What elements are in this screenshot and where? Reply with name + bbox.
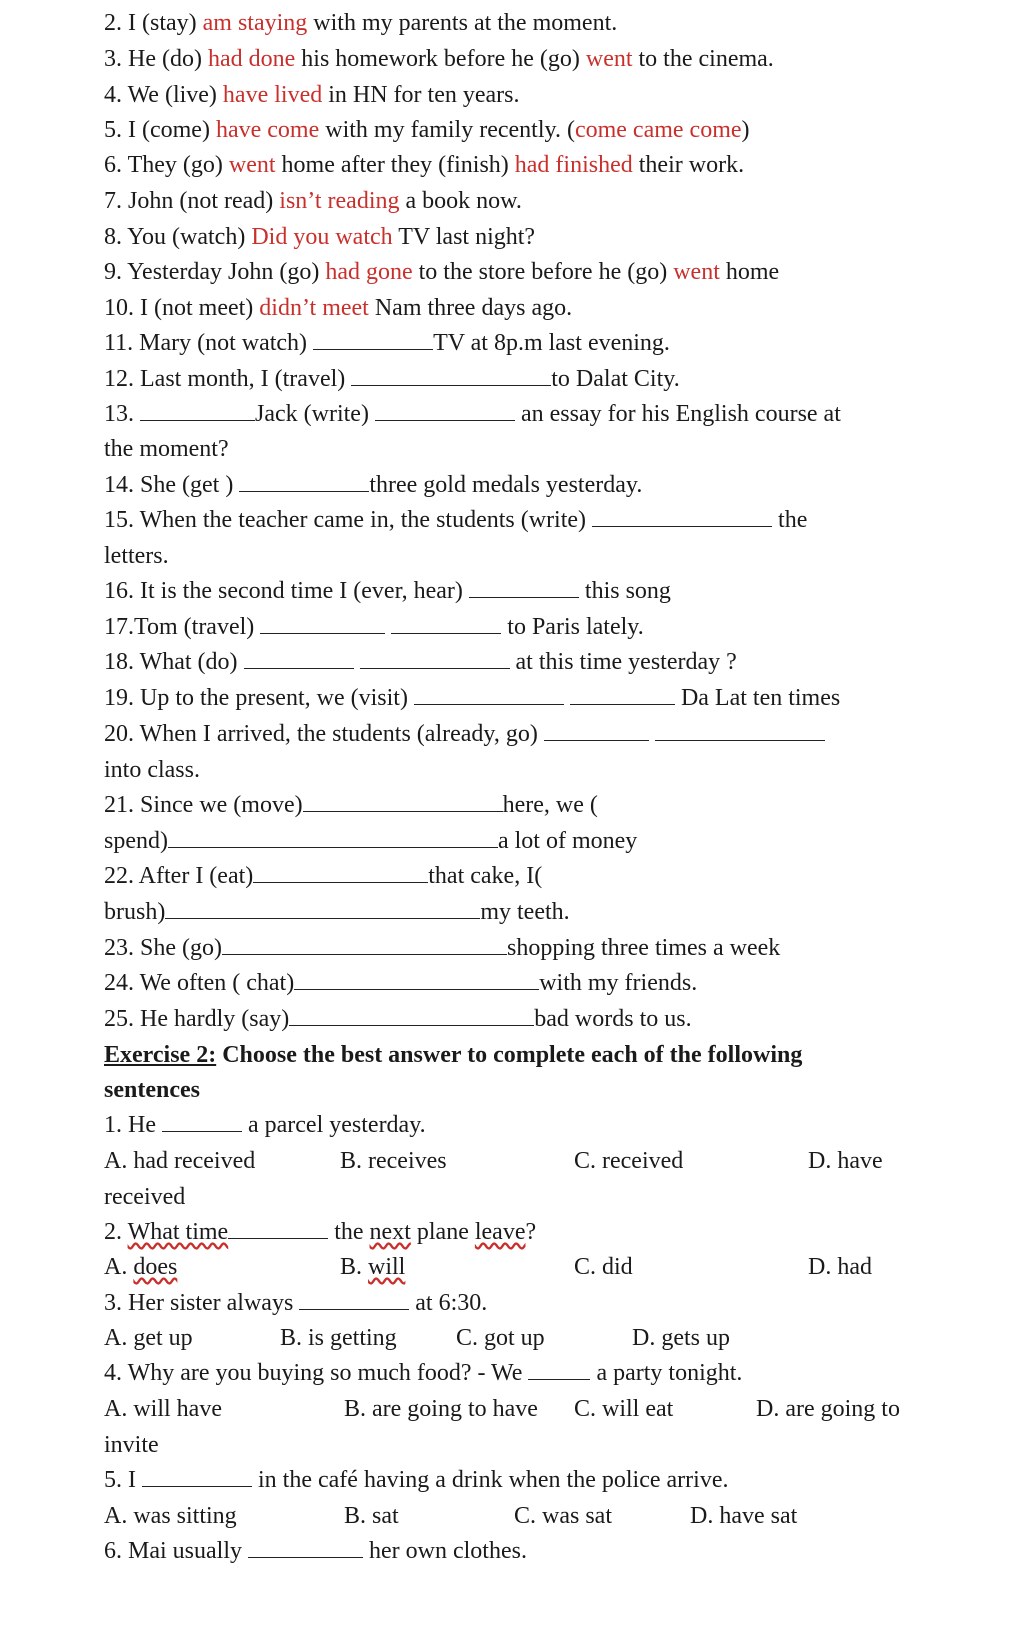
question-text: a parcel yesterday. — [241, 1112, 426, 1138]
item-22 — [104, 861, 542, 891]
prompt-text: a book now. — [399, 188, 522, 214]
prompt-text: 16. It is the second time I (ever, hear) — [104, 578, 469, 604]
prompt-text: the — [772, 507, 808, 533]
question-2 — [104, 1217, 536, 1247]
item-22-cont — [104, 897, 570, 927]
item-20 — [104, 719, 825, 749]
item-7 — [104, 186, 522, 216]
question-text: in the café having a drink when the police arrive. — [252, 1467, 729, 1493]
answer-blank[interactable] — [414, 684, 564, 705]
question-text: 2. — [104, 1219, 128, 1245]
answer-text: have lived — [222, 82, 323, 108]
option-letter: A. — [104, 1254, 134, 1280]
answer-blank[interactable] — [528, 1359, 590, 1380]
option-d[interactable]: D. are going to — [756, 1396, 900, 1422]
item-15 — [104, 505, 807, 535]
prompt-text: to the store before he (go) — [412, 259, 674, 285]
prompt-text: their work. — [632, 152, 745, 178]
answer-blank[interactable] — [592, 506, 772, 527]
prompt-text: 24. We often ( chat) — [104, 970, 295, 996]
prompt-text: to Paris lately. — [501, 614, 644, 640]
answer-blank[interactable] — [299, 1289, 409, 1310]
prompt-text: shopping three times a week — [506, 935, 781, 961]
answer-blank[interactable] — [228, 1218, 328, 1239]
answer-blank[interactable] — [313, 329, 433, 350]
prompt-text: 25. He hardly (say) — [104, 1006, 290, 1032]
item-2 — [104, 8, 617, 38]
prompt-text: 10. I (not meet) — [104, 295, 260, 321]
prompt-text: TV last night? — [392, 224, 536, 250]
item-14 — [104, 470, 642, 500]
question-text: at 6:30. — [409, 1290, 488, 1316]
answer-text: isn’t reading — [279, 188, 400, 214]
spellcheck-word: next — [369, 1219, 411, 1245]
answer-text: am staying — [202, 10, 308, 36]
answer-blank[interactable] — [142, 1466, 252, 1487]
answer-blank[interactable] — [244, 648, 354, 669]
answer-text: didn’t meet — [259, 295, 369, 321]
item-10 — [104, 293, 572, 323]
option-d[interactable]: D. gets up — [632, 1325, 730, 1351]
option-a[interactable]: A. will have — [104, 1396, 222, 1422]
question-4-option-d-cont — [104, 1430, 159, 1460]
answer-blank[interactable] — [391, 613, 501, 634]
option-c[interactable]: C. did — [574, 1254, 633, 1280]
prompt-text: 14. She (get ) — [104, 472, 240, 498]
prompt-text: letters. — [104, 543, 169, 569]
item-17 — [104, 612, 644, 642]
answer-blank[interactable] — [239, 471, 369, 492]
option-d[interactable]: D. had — [808, 1254, 872, 1280]
answer-blank[interactable] — [222, 934, 507, 955]
prompt-text: Jack (write) — [255, 401, 375, 427]
item-13-cont — [104, 434, 229, 464]
option-b[interactable]: B. are going to have — [344, 1396, 538, 1422]
answer-text: went — [673, 259, 720, 285]
question-text: 4. Why are you buying so much food? - We — [104, 1360, 529, 1386]
option-b[interactable]: B. receives — [340, 1148, 447, 1174]
prompt-text: 15. When the teacher came in, the students (write) — [104, 507, 593, 533]
answer-text: had gone — [325, 259, 413, 285]
spellcheck-word: does — [133, 1254, 178, 1280]
prompt-text: 21. Since we (move) — [104, 792, 303, 818]
option-c[interactable]: C. received — [574, 1148, 684, 1174]
question-4 — [104, 1358, 742, 1388]
prompt-text: 18. What (do) — [104, 649, 244, 675]
answer-blank[interactable] — [289, 1005, 534, 1026]
spellcheck-word: leave — [474, 1219, 526, 1245]
answer-blank[interactable] — [351, 365, 551, 386]
prompt-text: an essay for his English course at — [514, 401, 841, 427]
item-23 — [104, 933, 780, 963]
prompt-text: 17.Tom (travel) — [104, 614, 261, 640]
answer-blank[interactable] — [165, 898, 480, 919]
exercise-instruction: sentences — [104, 1077, 200, 1103]
option-b[interactable]: B. sat — [344, 1503, 399, 1529]
item-15-cont — [104, 541, 169, 571]
answer-blank[interactable] — [168, 827, 498, 848]
option-d[interactable]: D. have sat — [690, 1503, 798, 1529]
prompt-text: 23. She (go) — [104, 935, 222, 961]
option-d[interactable]: D. have — [808, 1148, 883, 1174]
prompt-text: his homework before he (go) — [295, 46, 586, 72]
item-9 — [104, 257, 779, 287]
prompt-text: home after they (finish) — [275, 152, 515, 178]
option-b[interactable] — [340, 1252, 405, 1282]
prompt-text: into class. — [104, 757, 200, 783]
option-d-text: received — [104, 1184, 186, 1210]
prompt-text: 12. Last month, I (travel) — [104, 366, 352, 392]
answer-blank[interactable] — [570, 684, 675, 705]
item-18 — [104, 647, 737, 677]
prompt-text: the moment? — [104, 436, 229, 462]
question-text: ? — [525, 1219, 537, 1245]
item-8 — [104, 222, 535, 252]
prompt-text: 3. He (do) — [104, 46, 208, 72]
prompt-text: at this time yesterday ? — [509, 649, 737, 675]
prompt-text: in HN for ten years. — [322, 82, 520, 108]
option-d-text: invite — [104, 1432, 159, 1458]
prompt-text: brush) — [104, 899, 166, 925]
question-text: 5. I — [104, 1467, 142, 1493]
prompt-text: to Dalat City. — [551, 366, 680, 392]
spellcheck-word: will — [368, 1254, 406, 1280]
item-24 — [104, 968, 697, 998]
item-4 — [104, 80, 520, 110]
prompt-text: 22. After I (eat) — [104, 863, 254, 889]
item-5 — [104, 115, 750, 145]
option-a[interactable]: A. was sitting — [104, 1503, 237, 1529]
item-6 — [104, 150, 744, 180]
answer-blank[interactable] — [303, 791, 503, 812]
prompt-text: 2. I (stay) — [104, 10, 203, 36]
question-1-option-d-cont — [104, 1182, 185, 1212]
answer-text: had done — [207, 46, 296, 72]
prompt-text: this song — [578, 578, 671, 604]
answer-blank[interactable] — [655, 720, 825, 741]
prompt-text: 4. We (live) — [104, 82, 223, 108]
item-11 — [104, 328, 670, 358]
item-21 — [104, 790, 598, 820]
prompt-text: 20. When I arrived, the students (already, go) — [104, 721, 544, 747]
question-6 — [104, 1536, 527, 1566]
exercise-2-heading-cont — [104, 1075, 200, 1105]
prompt-text: TV at 8p.m last evening. — [433, 330, 670, 356]
item-13 — [104, 399, 841, 429]
prompt-text: 5. I (come) — [104, 117, 216, 143]
answer-blank[interactable] — [375, 400, 515, 421]
prompt-text: here, we ( — [502, 792, 598, 818]
prompt-text: 6. They (go) — [104, 152, 229, 178]
prompt-text: 8. You (watch) — [104, 224, 252, 250]
option-a[interactable]: A. had received — [104, 1148, 256, 1174]
prompt-text: spend) — [104, 828, 168, 854]
question-5 — [104, 1465, 728, 1495]
item-3 — [104, 44, 774, 74]
prompt-text: with my friends. — [539, 970, 698, 996]
exercise-label: Exercise 2: — [104, 1042, 217, 1068]
question-text: the — [328, 1219, 370, 1245]
option-b[interactable]: B. is getting — [280, 1325, 397, 1351]
prompt-text: 13. — [104, 401, 140, 427]
prompt-text: a lot of money — [497, 828, 638, 854]
exercise-instruction: Choose the best answer to complete each of the following — [216, 1042, 803, 1068]
item-25 — [104, 1004, 692, 1034]
option-c[interactable]: C. was sat — [514, 1503, 612, 1529]
question-text: 6. Mai usually — [104, 1538, 248, 1564]
prompt-text: 11. Mary (not watch) — [104, 330, 314, 356]
answer-blank[interactable] — [253, 862, 428, 883]
question-text: a party tonight. — [590, 1360, 743, 1386]
prompt-text: bad words to us. — [534, 1006, 692, 1032]
question-1 — [104, 1110, 426, 1140]
answer-text: have come — [215, 117, 320, 143]
question-text: 3. Her sister always — [104, 1290, 300, 1316]
item-20-cont — [104, 755, 200, 785]
question-text: 1. He — [104, 1112, 162, 1138]
answer-blank[interactable] — [469, 577, 579, 598]
prompt-text: to the cinema. — [632, 46, 774, 72]
exercise-2-heading — [104, 1040, 802, 1070]
item-16 — [104, 576, 671, 606]
option-a[interactable] — [104, 1252, 177, 1282]
answer-text: went — [228, 152, 276, 178]
prompt-text: Da Lat ten times — [674, 685, 841, 711]
question-text: plane — [410, 1219, 475, 1245]
answer-text: come came come — [574, 117, 742, 143]
item-12 — [104, 364, 680, 394]
answer-blank[interactable] — [260, 613, 385, 634]
answer-text: had finished — [514, 152, 633, 178]
prompt-text: Nam three days ago. — [368, 295, 573, 321]
spellcheck-word: What time — [127, 1219, 229, 1245]
answer-blank[interactable] — [162, 1111, 242, 1132]
option-letter: B. — [340, 1254, 369, 1280]
prompt-text: 7. John (not read) — [104, 188, 280, 214]
prompt-text: with my parents at the moment. — [307, 10, 618, 36]
answer-blank[interactable] — [248, 1537, 363, 1558]
option-c[interactable]: C. will eat — [574, 1396, 674, 1422]
prompt-text: ) — [741, 117, 750, 143]
prompt-text: my teeth. — [480, 899, 570, 925]
prompt-text: with my family recently. ( — [319, 117, 575, 143]
answer-blank[interactable] — [140, 400, 255, 421]
item-21-cont — [104, 826, 637, 856]
answer-blank[interactable] — [294, 969, 539, 990]
option-c[interactable]: C. got up — [456, 1325, 545, 1351]
prompt-text: 9. Yesterday John (go) — [104, 259, 326, 285]
answer-blank[interactable] — [544, 720, 649, 741]
prompt-text: that cake, I( — [428, 863, 543, 889]
option-a[interactable]: A. get up — [104, 1325, 193, 1351]
prompt-text: 19. Up to the present, we (visit) — [104, 685, 414, 711]
item-19 — [104, 683, 840, 713]
prompt-text: three gold medals yesterday. — [369, 472, 643, 498]
answer-text: went — [585, 46, 633, 72]
question-text: her own clothes. — [363, 1538, 527, 1564]
answer-text: Did you watch — [251, 224, 393, 250]
question-3 — [104, 1288, 487, 1318]
prompt-text: home — [719, 259, 780, 285]
answer-blank[interactable] — [360, 648, 510, 669]
